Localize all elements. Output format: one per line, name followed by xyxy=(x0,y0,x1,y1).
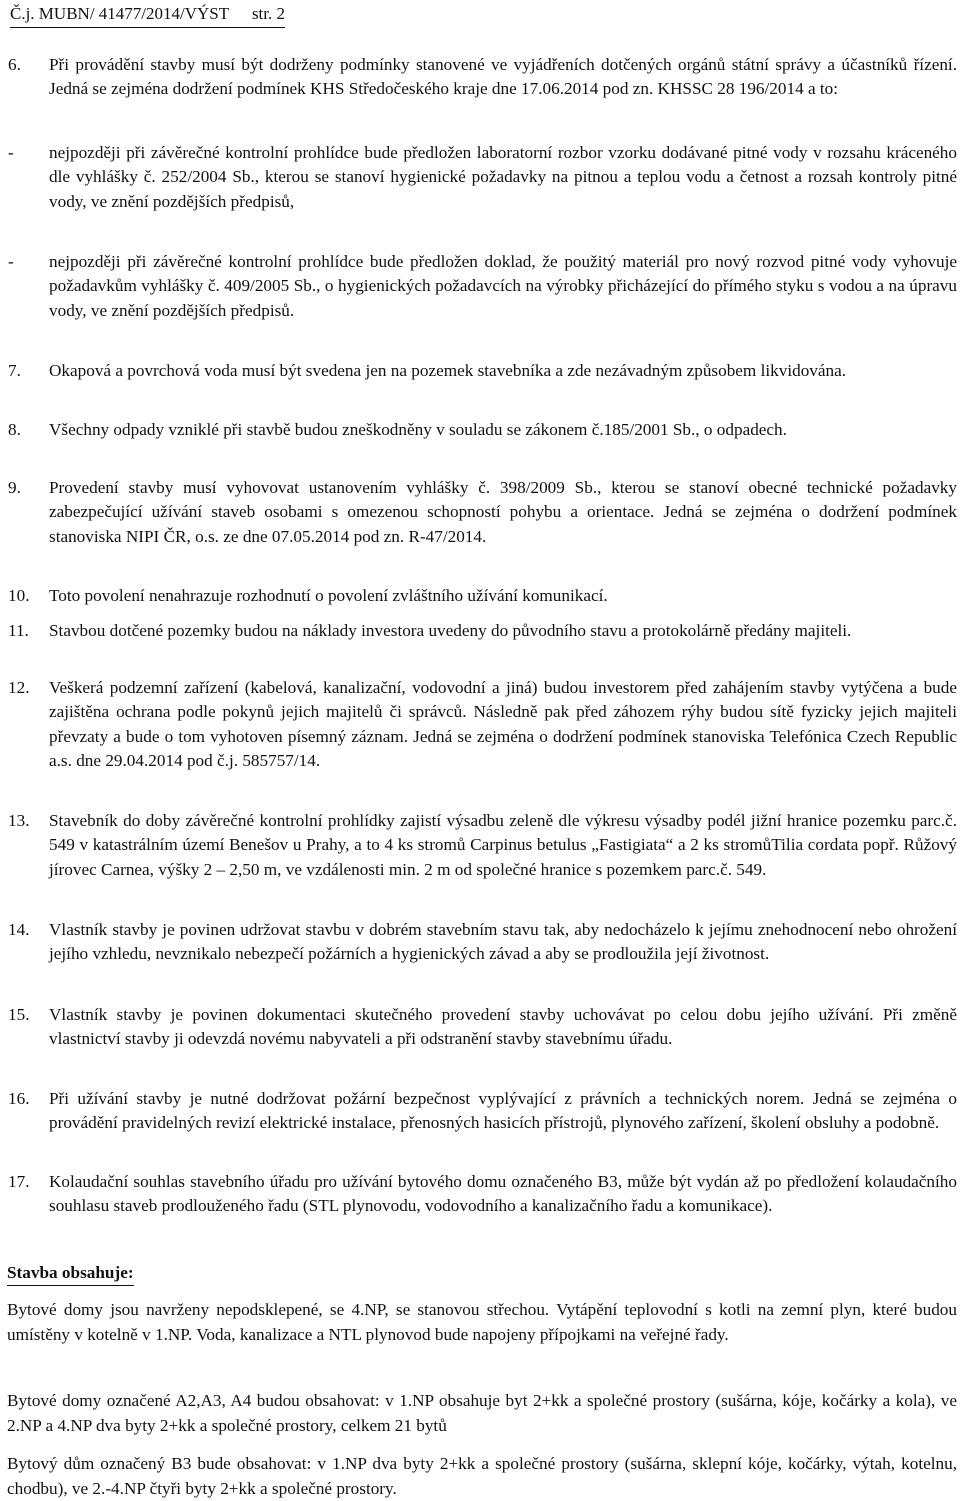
item-number: 10. xyxy=(8,586,30,605)
item-number: 9. xyxy=(8,478,21,497)
item-text: Provedení stavby musí vyhovovat ustanovením vyhlášky č. 398/2009 Sb., kterou se stanoví obecné technické požadavky zabezpečující užívání staveb osobami s omezenou schopností pohybu a orientace. Jedná se zejména o dodržení podmínek stanoviska NIPI ČR, o.s. ze dne 07.05.2014 pod zn. R-47/2014. xyxy=(49,478,957,546)
item-number: 11. xyxy=(8,621,29,640)
paragraph-buildings-a: Bytové domy označené A2,A3, A4 budou obsahovat: v 1.NP obsahuje byt 2+kk a společné prostory (sušárna, kóje, kočárky a kola), ve 2.NP a 4.NP dva byty 2+kk a společné prostory, celkem 21 bytů xyxy=(7,1391,957,1435)
item-dash: - xyxy=(8,252,14,271)
item-text: Veškerá podzemní zařízení (kabelová, kanalizační, vodovodní a jiná) budou investorem před zahájením stavby vytýčena a bude zajištěna ochrana podle pokynů jejich majitelů či správců. Následně pak před záhozem rýhy budou sítě fyzicky jejich majiteli převzaty a bude o tom vyhotoven písemný záznam. Jedná se zejména o dodržení podmínek stanoviska Telefónica Czech Republic a.s. dne 29.04.2014 pod č.j. 585757/14. xyxy=(49,678,957,771)
item-number: 12. xyxy=(8,678,30,697)
item-text: Stavbou dotčené pozemky budou na náklady investora uvedeny do původního stavu a protokolárně předány majiteli. xyxy=(49,621,852,640)
item-number: 6. xyxy=(8,55,21,74)
item-dash: - xyxy=(8,143,14,162)
item-text: nejpozději při závěrečné kontrolní prohlídce bude předložen doklad, že použitý materiál pro nový rozvod pitné vody vyhovuje požadavkům vyhlášky č. 409/2005 Sb., o hygienických požadavcích na výrobky přicházející do přímého styku s vodou a na úpravu vody, ve znění pozdějších předpisů. xyxy=(49,252,957,320)
item-text: Vlastník stavby je povinen dokumentaci skutečného provedení stavby uchovávat po celou dobu jejího užívání. Při změně vlastnictví stavby ji odevzdá novému nabyvateli a při odstranění stavby stavebnímu úřadu. xyxy=(49,1005,957,1049)
section-heading: Stavba obsahuje: xyxy=(7,1261,134,1286)
item-number: 17. xyxy=(8,1172,30,1191)
item-number: 16. xyxy=(8,1089,30,1108)
item-number: 14. xyxy=(8,920,30,939)
document-reference: Č.j. MUBN/ 41477/2014/VÝST xyxy=(10,4,230,23)
item-number: 7. xyxy=(8,361,21,380)
item-number: 8. xyxy=(8,420,21,439)
item-text: Všechny odpady vzniklé při stavbě budou zneškodněny v souladu se zákonem č.185/2001 Sb., o odpadech. xyxy=(49,420,787,439)
header-rule xyxy=(10,27,285,28)
item-text: nejpozději při závěrečné kontrolní prohlídce bude předložen laboratorní rozbor vzorku dodávané pitné vody v rozsahu kráceného dle vyhlášky č. 252/2004 Sb., kterou se stanoví hygienické požadavky na pitnou a teplou vodu a četnost a rozsah kontroly pitné vody, ve znění pozdějších předpisů, xyxy=(49,143,957,211)
item-text: Vlastník stavby je povinen udržovat stavbu v dobrém stavebním stavu tak, aby nedocházelo k jejímu znehodnocení nebo ohrožení jejího vzhledu, nevznikalo nebezpečí požárních a hygienických závad a aby se prodloužila její životnost. xyxy=(49,920,957,964)
item-text: Okapová a povrchová voda musí být svedena jen na pozemek stavebníka a zde nezávadným způsobem likvidována. xyxy=(49,361,847,380)
item-number: 15. xyxy=(8,1005,30,1024)
item-text: Při provádění stavby musí být dodrženy podmínky stanovené ve vyjádřeních dotčených orgánů státní správy a účastníků řízení. Jedná se zejména dodržení podmínek KHS Středočeského kraje dne 17.06.2014 pod zn. KHSSC 28 196/2014 a to: xyxy=(49,55,957,99)
paragraph-building-description: Bytové domy jsou navrženy nepodsklepené, se 4.NP, se stanovou střechou. Vytápění teplovodní s kotli na zemní plyn, které budou umístěny v kotelně v 1.NP. Voda, kanalizace a NTL plynovod bude napojeny přípojkami na veřejné řady. xyxy=(7,1300,957,1344)
item-text: Při užívání stavby je nutné dodržovat požární bezpečnost vyplývající z právních a technických norem. Jedná se zejména o provádění pravidelných revizí elektrické instalace, přenosných hasicích přístrojů, plynového zařízení, školení obsluhy a podobně. xyxy=(49,1089,957,1133)
paragraph-building-b3: Bytový dům označený B3 bude obsahovat: v 1.NP dva byty 2+kk a společné prostory (sušárna, sklepní kóje, kočárky, výtah, kotelnu, chodbu), ve 2.-4.NP čtyři byty 2+kk a společné prostory. xyxy=(7,1454,957,1498)
item-text: Stavebník do doby závěrečné kontrolní prohlídky zajistí výsadbu zeleně dle výkresu výsadby podél jižní hranice pozemku parc.č. 549 v katastrálním území Benešov u Prahy, a to 4 ks stromů Carpinus betulus „Fastigiata“ a 2 ks stromůTilia cordata popř. Růžový jírovec Carnea, výšky 2 – 2,50 m, ve vzdálenosti min. 2 m od společné hranice s pozemkem parc.č. 549. xyxy=(49,811,957,879)
item-text: Toto povolení nenahrazuje rozhodnutí o povolení zvláštního užívání komunikací. xyxy=(49,586,608,605)
item-number: 13. xyxy=(8,811,30,830)
page-number: str. 2 xyxy=(251,4,285,23)
page-header xyxy=(10,2,285,26)
item-text: Kolaudační souhlas stavebního úřadu pro užívání bytového domu označeného B3, může být vydán až po předložení kolaudačního souhlasu staveb prodlouženého řadu (STL plynovodu, vodovodního a kanalizačního řadu a komunikace). xyxy=(49,1172,957,1216)
